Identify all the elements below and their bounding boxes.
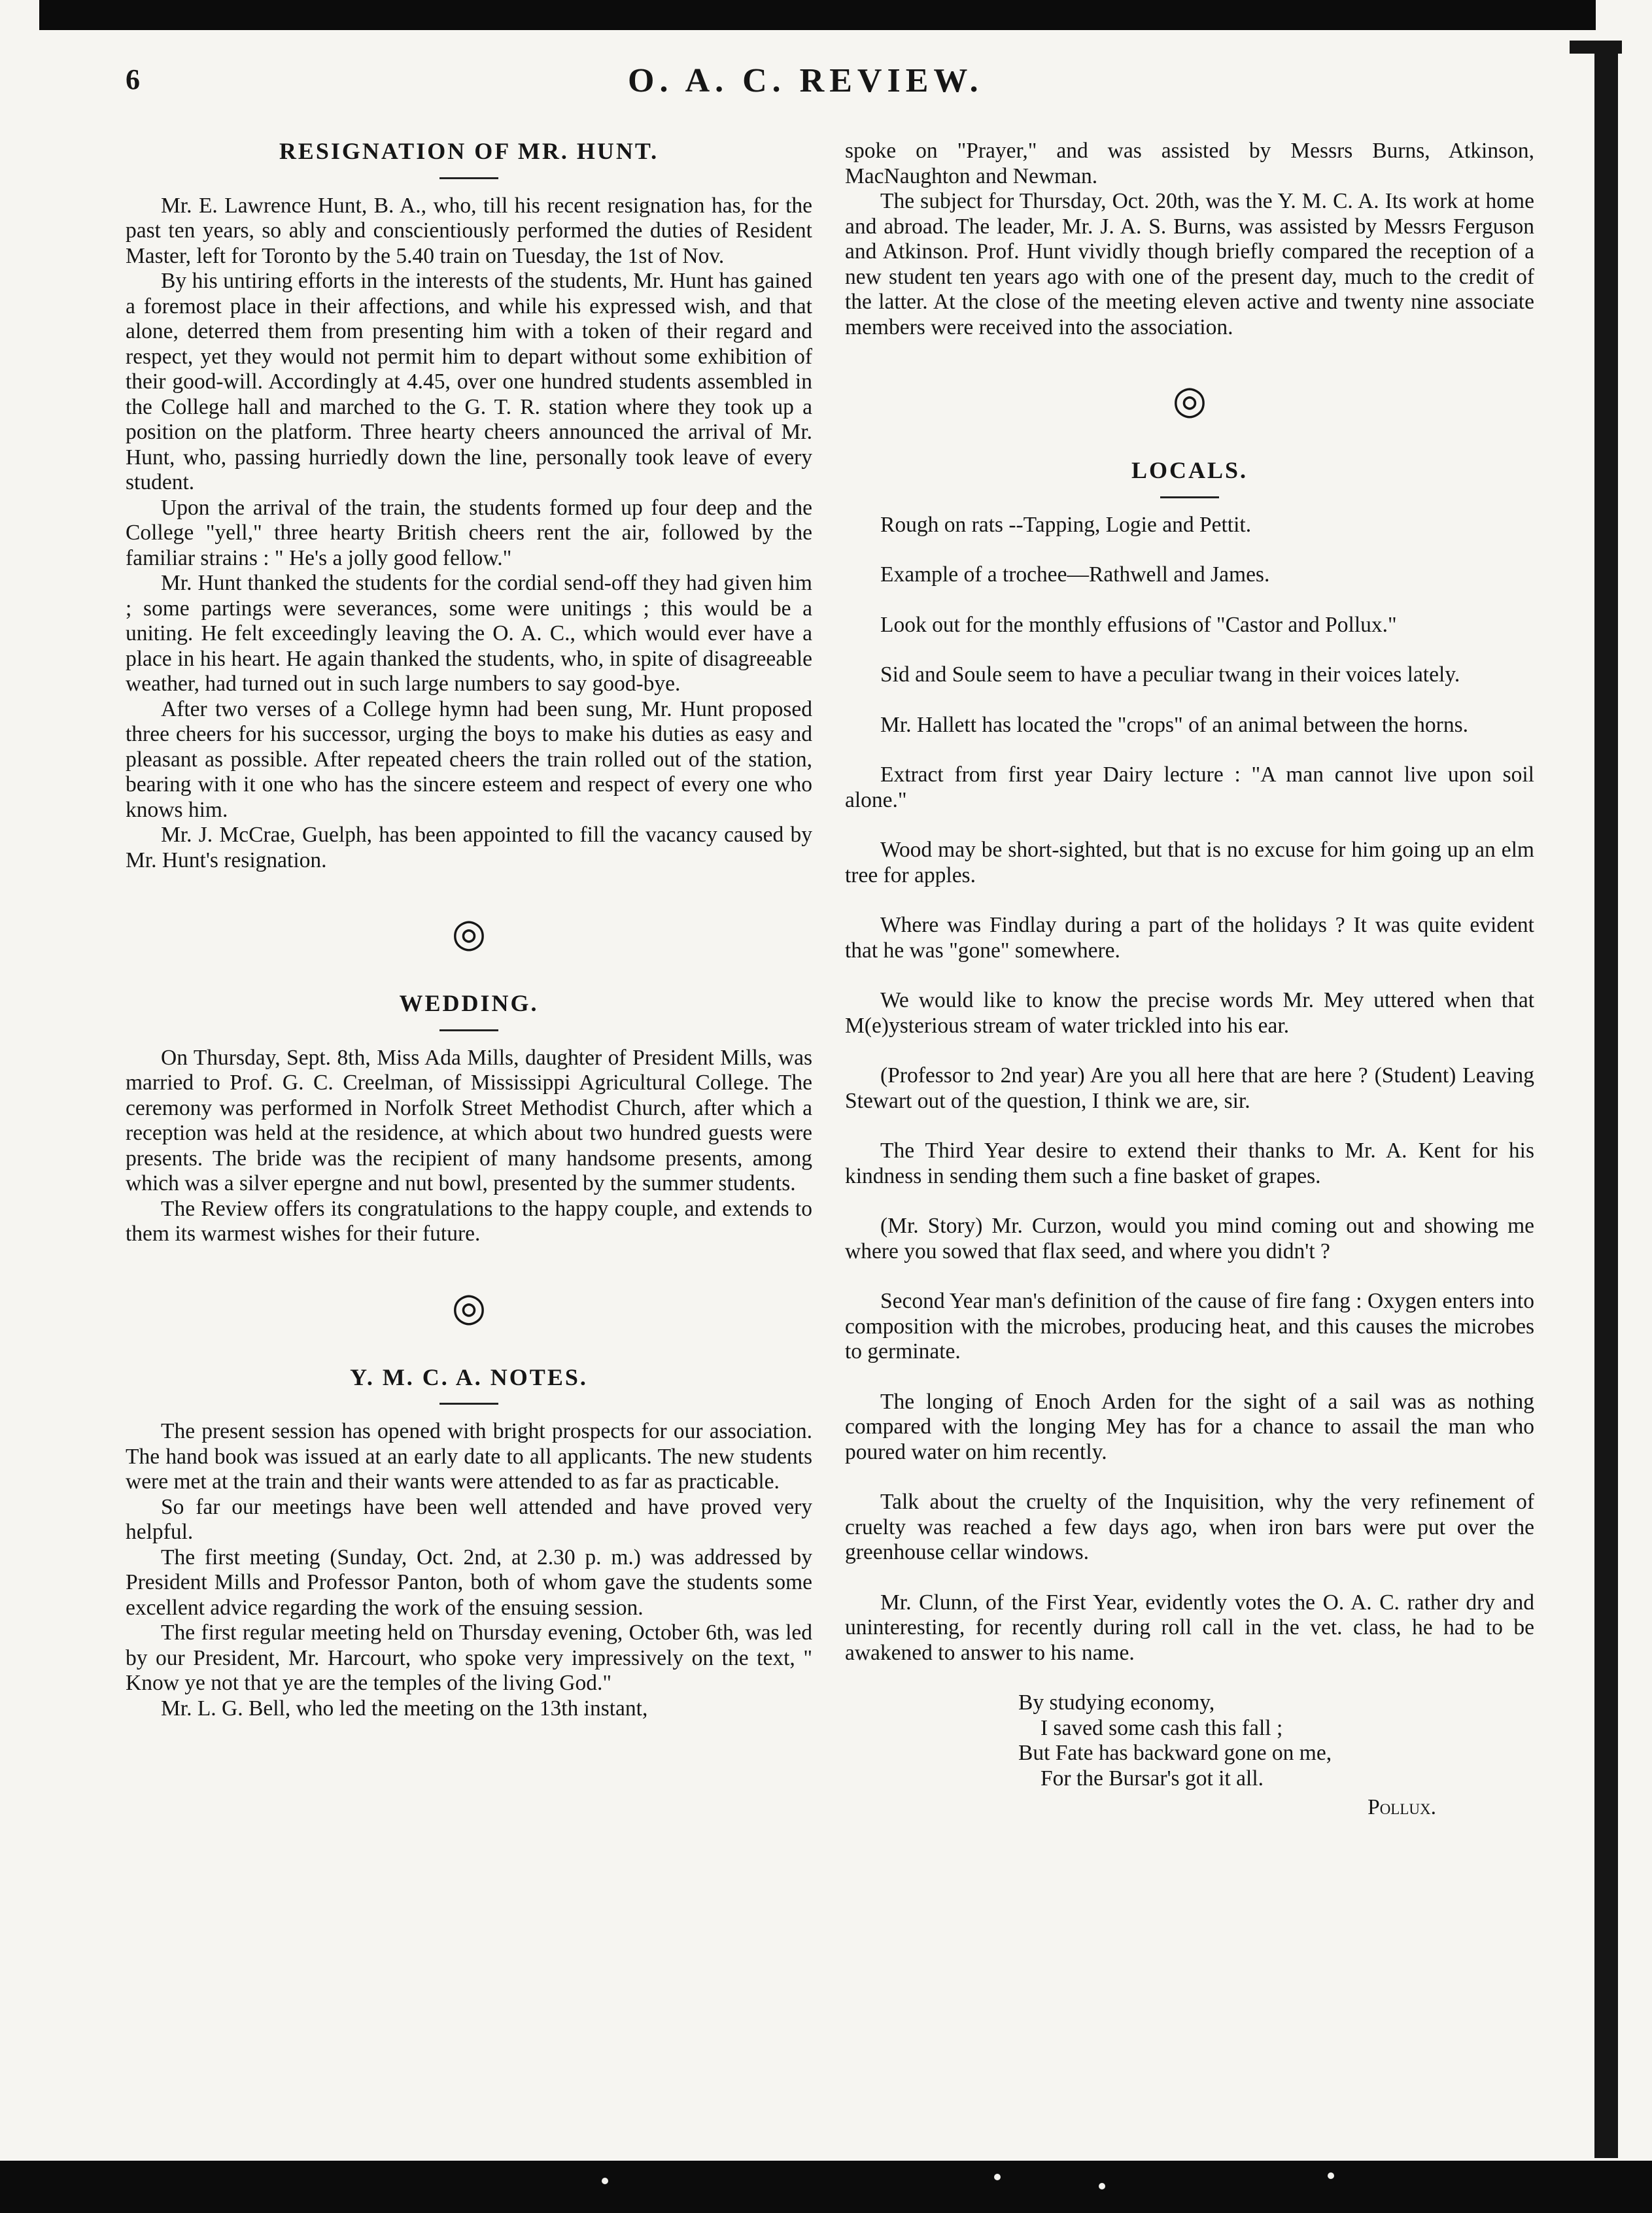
poem-line: But Fate has backward gone on me, [1018,1741,1332,1765]
ymca-continued-paragraph: The subject for Thursday, Oct. 20th, was the Y. M. C. A. Its work at home and abroad. The leader, Mr. J. A. S. Burns, was assisted by Messrs Ferguson and Atkinson. Prof. Hunt vividly though briefly compared the reception of a new student ten years ago with one of the present day, much to the credit of the latter. At the close of the meeting eleven active and twenty nine associate members were received into the association. [845,189,1534,339]
local-item: Mr. Clunn, of the First Year, evidently votes the O. A. C. rather dry and uninteresting, for recently during roll call in the vet. class, he had to be awakened to answer to his name. [845,1590,1534,1665]
page-number: 6 [126,63,140,95]
scan-speck [602,2178,608,2184]
section-ornament-icon: ◎ [451,912,487,955]
right-column [845,139,1534,1821]
running-title: O. A. C. REVIEW. [628,62,984,99]
scan-speck [1099,2183,1105,2189]
resignation-paragraph: Mr. E. Lawrence Hunt, B. A., who, till his recent resignation has, for the past ten years, so ably and conscientiously performed the duties of Resident Master, left for Toronto by the 5.40 train on Tuesday, the 1st of Nov. [126,193,812,268]
poem-line: By studying economy, [1018,1690,1215,1715]
scan-right-border [1594,52,1618,2158]
resignation-paragraph: Mr. Hunt thanked the students for the cordial send-off they had given him ; some partings were severances, some were unitings ; this would be a uniting. He felt exceedingly leaving the O. A. C., which would ever have a place in his heart. He again thanked the students, who, in spite of disagreeable weather, had turned out in such large numbers to say good-bye. [126,571,812,696]
local-item: Wood may be short-sighted, but that is no excuse for him going up an elm tree for apples. [845,838,1534,887]
resignation-heading: RESIGNATION OF MR. HUNT. [279,138,659,164]
poem-line: I saved some cash this fall ; [1041,1715,1283,1740]
local-item: Rough on rats --Tapping, Logie and Pettit. [880,512,1252,537]
ymca-paragraph: The present session has opened with bright prospects for our association. The hand book was issued at an early date to all applicants. The new students were met at the train and their wants were attended to as far as practicable. [126,1419,812,1494]
locals-heading: LOCALS. [1131,457,1248,483]
ymca-heading: Y. M. C. A. NOTES. [350,1364,588,1390]
poem-line: For the Bursar's got it all. [1041,1766,1264,1791]
scan-top-border [39,0,1596,30]
local-item: Second Year man's definition of the cause of fire fang : Oxygen enters into composition with the microbes, producing heat, and this causes the microbes to germinate. [845,1289,1534,1364]
heading-rule [439,1403,498,1405]
wedding-paragraph: On Thursday, Sept. 8th, Miss Ada Mills, daughter of President Mills, was married to Prof. G. C. Creelman, of Mississippi Agricultural College. The ceremony was performed in Norfolk Street Methodist Church, after which a reception was held at the residence, at which about two hundred guests were presents. The bride was the recipient of many handsome presents, among which was a silver epergne and nut bowl, presented by the summer students. [126,1045,812,1195]
local-item: Mr. Hallett has located the "crops" of an animal between the horns. [880,712,1469,737]
ymca-paragraph: The first regular meeting held on Thursday evening, October 6th, was led by our President, Mr. Harcourt, who spoke very impressively on the text, " Know ye not that ye are the temples of the living God." [126,1621,812,1695]
poem [1018,1690,1534,1791]
local-item: Example of a trochee—Rathwell and James. [880,562,1270,587]
local-item: The longing of Enoch Arden for the sight of a sail was as nothing compared with the longing Mey has for a chance to assail the man who poured water on him recently. [845,1389,1534,1464]
scan-bottom-border [0,2161,1652,2213]
local-item: Extract from first year Dairy lecture : "A man cannot live upon soil alone." [845,763,1534,812]
scan-right-border-cap [1570,41,1622,54]
wedding-paragraph: The Review offers its congratulations to the happy couple, and extends to them its warmest wishes for their future. [126,1196,812,1246]
local-item: Talk about the cruelty of the Inquisition, why the very refinement of cruelty was reached a few days ago, when iron bars were put over the greenhouse cellar windows. [845,1490,1534,1564]
local-item: We would like to know the precise words Mr. Mey uttered when that M(e)ysterious stream of water trickled into his ear. [845,988,1534,1038]
heading-rule [439,177,498,179]
resignation-paragraph: Mr. J. McCrae, Guelph, has been appointed to fill the vacancy caused by Mr. Hunt's resignation. [126,823,812,872]
section-ornament-icon: ◎ [1172,379,1207,422]
ymca-continued-paragraph: spoke on "Prayer," and was assisted by Messrs Burns, Atkinson, MacNaughton and Newman. [845,139,1534,188]
scan-speck [1328,2172,1334,2179]
local-item: Look out for the monthly effusions of "Castor and Pollux." [880,612,1397,637]
ymca-paragraph: Mr. L. G. Bell, who led the meeting on the 13th instant, [161,1696,648,1721]
heading-rule [439,1029,498,1031]
poem-signature: Pollux. [1368,1795,1436,1819]
left-column [126,139,812,1721]
ymca-paragraph: The first meeting (Sunday, Oct. 2nd, at 2.30 p. m.) was addressed by President Mills and Professor Panton, both of whom gave the students some excellent advice regarding the work of the ensuing session. [126,1545,812,1620]
resignation-paragraph: Upon the arrival of the train, the students formed up four deep and the College "yell," three hearty British cheers rent the air, followed by the familiar strains : " He's a jolly good fellow." [126,495,812,570]
local-item: Where was Findlay during a part of the holidays ? It was quite evident that he was "gone" somewhere. [845,913,1534,963]
wedding-heading: WEDDING. [399,990,539,1016]
scan-speck [994,2174,1001,2180]
heading-rule [1160,496,1219,498]
resignation-paragraph: After two verses of a College hymn had been sung, Mr. Hunt proposed three cheers for his successor, urging the boys to make his duties as easy and pleasant as possible. After repeated cheers the train rolled out of the station, bearing with it one who has the sincere esteem and respect of every one who knows him. [126,696,812,822]
section-ornament-icon: ◎ [451,1285,487,1329]
local-item: (Mr. Story) Mr. Curzon, would you mind coming out and showing me where you sowed that flax seed, and where you didn't ? [845,1214,1534,1263]
ymca-paragraph: So far our meetings have been well attended and have proved very helpful. [126,1494,812,1544]
local-item: Sid and Soule seem to have a peculiar twang in their voices lately. [880,662,1460,687]
resignation-paragraph: By his untiring efforts in the interests of the students, Mr. Hunt has gained a foremost place in their affections, and while his expressed wish, and that alone, deterred them from presenting him with a token of their regard and respect, yet they would not permit him to depart without some exhibition of their good-will. Accordingly at 4.45, over one hundred students assembled in the College hall and marched to the G. T. R. station where they took up a position on the platform. Three hearty cheers announced the arrival of Mr. Hunt, who, passing hurriedly down the line, personally took leave of every student. [126,269,812,494]
local-item: (Professor to 2nd year) Are you all here that are here ? (Student) Leaving Stewart out of the question, I think we are, sir. [845,1063,1534,1113]
local-item: The Third Year desire to extend their thanks to Mr. A. Kent for his kindness in sending them such a fine basket of grapes. [845,1139,1534,1188]
